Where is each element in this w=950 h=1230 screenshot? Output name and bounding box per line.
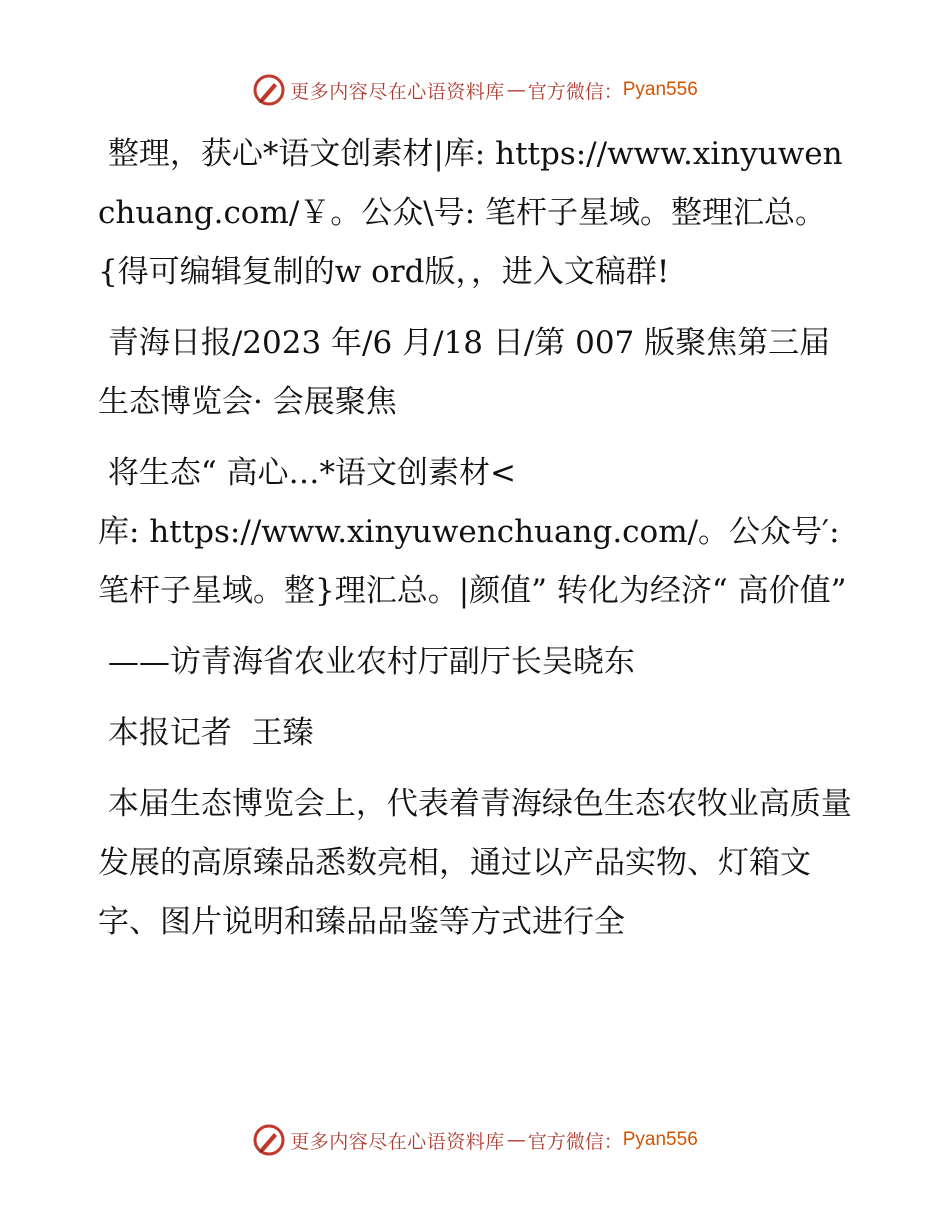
- watermark-wechat-id: Pyan556: [622, 1129, 698, 1150]
- pen-logo-icon: [252, 1123, 286, 1157]
- document-body: [98, 125, 853, 964]
- watermark-title: 更多内容尽在心语资料库: [290, 1130, 505, 1153]
- paragraph-subheadline: ——访青海省农业农村厅副厅长吴晓东: [98, 644, 635, 680]
- footer-watermark: [0, 1120, 950, 1160]
- pen-logo-icon: [252, 73, 286, 107]
- paragraph-source-line: 青海日报/2023 年/6 月/18 日/第 007 版聚焦第三届生态博览会· 会展聚焦: [98, 325, 831, 420]
- watermark-official-label: 官方微信：: [527, 80, 623, 103]
- watermark-dash: —: [506, 79, 526, 101]
- watermark-title: 更多内容尽在心语资料库: [290, 80, 505, 103]
- paragraph-byline: 本报记者 王臻: [98, 715, 314, 751]
- paragraph-intro: 整理，获心*语文创素材|库: https://www.xinyuwenchuang.com/￥。公众\号: 笔杆子星域。整理汇总。{得可编辑复制的w ord版，，进入文稿群!: [98, 136, 843, 290]
- paragraph-body: 本届生态博览会上，代表着青海绿色生态农牧业高质量发展的高原臻品悉数亮相，通过以产品实物、灯箱文字、图片说明和臻品品鉴等方式进行全: [98, 786, 852, 940]
- watermark-official-label: 官方微信：: [527, 1130, 623, 1153]
- header-watermark: [0, 70, 950, 110]
- paragraph-headline: 将生态“ 高心…*语文创素材< 库: https://www.xinyuwenchuang.com/。公众号′: 笔杆子星域。整}理汇总。|颜值” 转化为经济“ 高价值”: [98, 455, 847, 609]
- watermark-wechat-id: Pyan556: [622, 79, 698, 100]
- watermark-dash: —: [506, 1129, 526, 1151]
